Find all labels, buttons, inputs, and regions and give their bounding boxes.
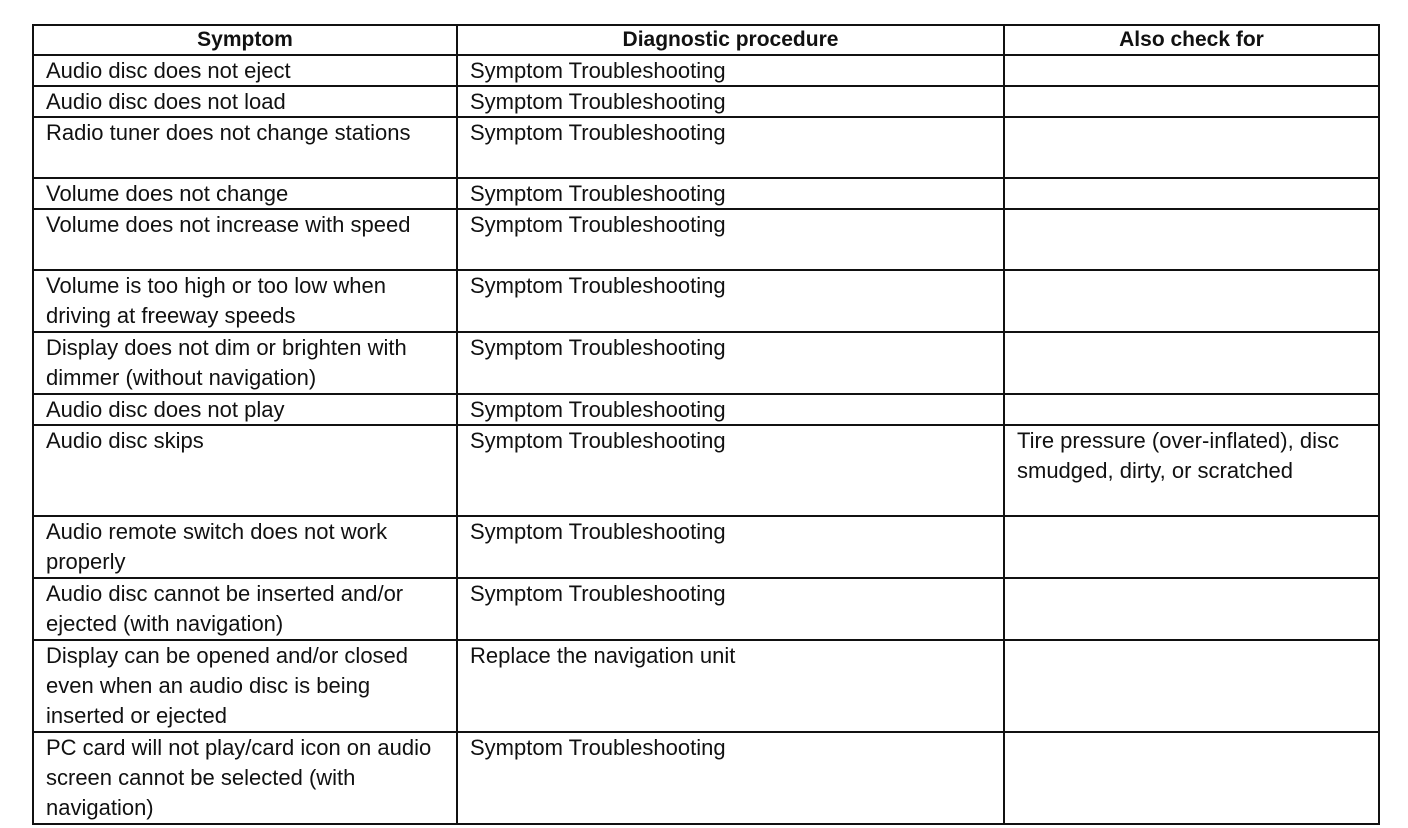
procedure-cell: Symptom Troubleshooting	[457, 270, 1004, 332]
header-row	[33, 25, 1379, 55]
table-row	[33, 425, 1379, 516]
procedure-cell: Symptom Troubleshooting	[457, 117, 1004, 178]
also-check-cell	[1004, 516, 1379, 578]
table-row	[33, 332, 1379, 394]
header-symptom: Symptom	[33, 25, 457, 55]
procedure-cell: Symptom Troubleshooting	[457, 516, 1004, 578]
procedure-cell: Symptom Troubleshooting	[457, 394, 1004, 425]
also-check-cell	[1004, 394, 1379, 425]
procedure-cell: Symptom Troubleshooting	[457, 178, 1004, 209]
procedure-cell: Replace the navigation unit	[457, 640, 1004, 732]
table-row	[33, 394, 1379, 425]
symptom-cell: Audio disc does not load	[33, 86, 457, 117]
symptom-cell: Audio disc cannot be inserted and/or ejected (with navigation)	[33, 578, 457, 640]
symptom-troubleshooting-table	[32, 24, 1380, 825]
symptom-cell: Volume does not increase with speed	[33, 209, 457, 270]
also-check-cell	[1004, 270, 1379, 332]
table-row	[33, 209, 1379, 270]
also-check-cell	[1004, 578, 1379, 640]
symptom-cell: Audio disc does not eject	[33, 55, 457, 86]
symptom-cell: Audio disc does not play	[33, 394, 457, 425]
table-row	[33, 86, 1379, 117]
table-row	[33, 578, 1379, 640]
also-check-cell	[1004, 640, 1379, 732]
table-row	[33, 117, 1379, 178]
procedure-cell: Symptom Troubleshooting	[457, 86, 1004, 117]
also-check-cell	[1004, 117, 1379, 178]
table-row	[33, 732, 1379, 824]
also-check-cell	[1004, 86, 1379, 117]
header-diagnostic-procedure: Diagnostic procedure	[457, 25, 1004, 55]
procedure-cell: Symptom Troubleshooting	[457, 332, 1004, 394]
symptom-cell: PC card will not play/card icon on audio screen cannot be selected (with navigation)	[33, 732, 457, 824]
also-check-cell	[1004, 732, 1379, 824]
symptom-cell: Display does not dim or brighten with dimmer (without navigation)	[33, 332, 457, 394]
also-check-cell: Tire pressure (over-inflated), disc smudged, dirty, or scratched	[1004, 425, 1379, 516]
symptom-cell: Audio remote switch does not work properly	[33, 516, 457, 578]
procedure-cell: Symptom Troubleshooting	[457, 209, 1004, 270]
symptom-cell: Audio disc skips	[33, 425, 457, 516]
table-row	[33, 55, 1379, 86]
header-also-check-for: Also check for	[1004, 25, 1379, 55]
symptom-cell: Radio tuner does not change stations	[33, 117, 457, 178]
also-check-cell	[1004, 178, 1379, 209]
symptom-cell: Volume is too high or too low when driving at freeway speeds	[33, 270, 457, 332]
also-check-cell	[1004, 332, 1379, 394]
table-row	[33, 270, 1379, 332]
procedure-cell: Symptom Troubleshooting	[457, 732, 1004, 824]
table-row	[33, 516, 1379, 578]
procedure-cell: Symptom Troubleshooting	[457, 578, 1004, 640]
symptom-cell: Volume does not change	[33, 178, 457, 209]
procedure-cell: Symptom Troubleshooting	[457, 425, 1004, 516]
procedure-cell: Symptom Troubleshooting	[457, 55, 1004, 86]
table-row	[33, 178, 1379, 209]
table-row	[33, 640, 1379, 732]
symptom-cell: Display can be opened and/or closed even when an audio disc is being inserted or ejected	[33, 640, 457, 732]
also-check-cell	[1004, 209, 1379, 270]
also-check-cell	[1004, 55, 1379, 86]
